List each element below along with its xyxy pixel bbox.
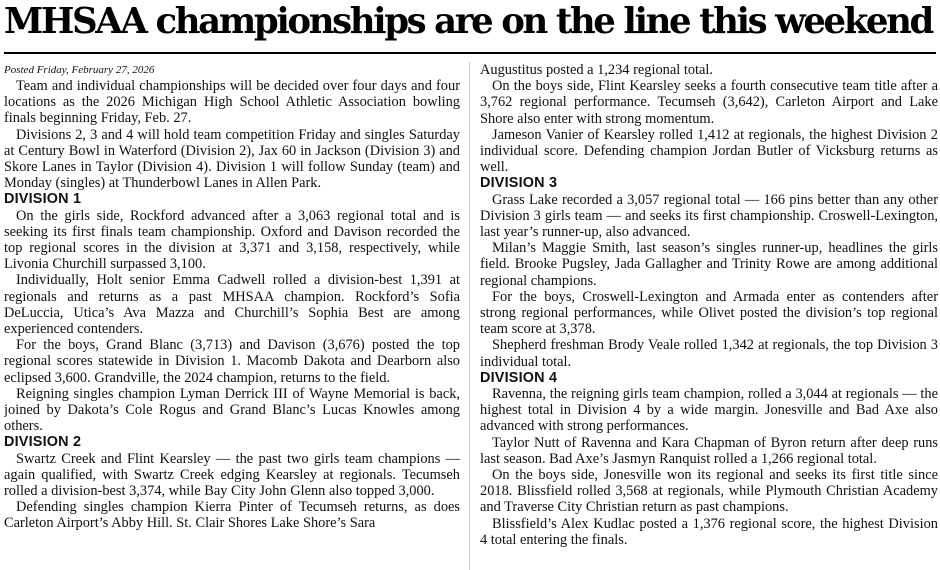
paragraph: Divisions 2, 3 and 4 will hold team competition Friday and singles Saturday at Century Bowl in Waterford (Division 2), Jax 60 in Jackson (Division 3) and Skore Lanes in Taylor (Division 4). Division 1 will follow Sunday (team) and Monday (singles) at Thunderbowl Lanes in Allen Park. [4, 126, 460, 192]
section-heading: DIVISION 1 [4, 191, 82, 208]
paragraph: Ravenna, the reigning girls team champion, rolled a 3,044 at regionals — the highest total in Division 4 by a wide margin. Jonesville and Bad Axe also advanced with strong performances. [480, 386, 938, 435]
continued-paragraph: Augustitus posted a 1,234 regional total. [480, 62, 714, 78]
paragraph: Grass Lake recorded a 3,057 regional total — 166 pins better than any other Division 3 girls team — and seeks its first championship. Croswell-Lexington, last year’s runner-up, also advanced. [480, 191, 938, 241]
paragraph: Jameson Vanier of Kearsley rolled 1,412 at regionals, the highest Division 2 individual score. Defending champion Jordan Butler of Vicksburg returns as well. [480, 126, 938, 176]
paragraph: Blissfield’s Alex Kudlac posted a 1,376 regional score, the highest Division 4 total entering the finals. [480, 515, 938, 548]
section-heading: DIVISION 2 [4, 434, 82, 451]
paragraph: Defending singles champion Kierra Pinter of Tecumseh returns, as does Carleton Airport’s Abby Hill. St. Clair Shores Lake Shore’s Sara [4, 499, 460, 532]
paragraph: Swartz Creek and Flint Kearsley — the past two girls team champions — again qualified, with Swartz Creek edging Kearsley at regionals. Tecumseh rolled a division-best 3,374, while Bay City John Glenn also topped 3,000. [4, 450, 460, 500]
headline: MHSAA championships are on the line this weekend [4, 1, 932, 42]
paragraph: Team and individual championships will be decided over four days and four locations as the 2026 Michigan High School Athletic Association bowling finals beginning Friday, Feb. 27. [4, 78, 460, 127]
paragraph: For the boys, Grand Blanc (3,713) and Davison (3,676) posted the top regional scores statewide in Division 1. Macomb Dakota and Dearborn also eclipsed 3,600. Grandville, the 2024 champion, returns to the field. [4, 337, 460, 386]
paragraph: On the girls side, Rockford advanced after a 3,063 regional total and is seeking its first finals team championship. Oxford and Davison recorded the top regional scores in the division at 3,371 and 3,158, respectively, while Livonia Churchill surpassed 3,100. [4, 207, 460, 273]
article-column-right [480, 62, 938, 570]
dateline: Posted Friday, February 27, 2026 [4, 64, 155, 76]
paragraph: On the boys side, Flint Kearsley seeks a fourth consecutive team title after a 3,762 regional performance. Tecumseh (3,642), Carleton Airport and Lake Shore also enter with strong momentum. [480, 78, 938, 127]
paragraph: For the boys, Croswell-Lexington and Armada enter as contenders after strong regional performances, while Olivet posted the division’s top regional team score at 3,378. [480, 288, 938, 338]
paragraph: Reigning singles champion Lyman Derrick III of Wayne Memorial is back, joined by Dakota’s Cole Rogus and Grand Blanc’s Lucas Knowles among others. [4, 385, 460, 435]
paragraph: On the boys side, Jonesville won its regional and seeks its first title since 2018. Blissfield rolled 3,568 at regionals, while Plymouth Christian Academy and Traverse City Christian return as past champions. [480, 467, 938, 516]
paragraph: Individually, Holt senior Emma Cadwell rolled a division-best 1,391 at regionals and returns as a past MHSAA champion. Rockford’s Sofia DeLuccia, Utica’s Ava Mazza and Churchill’s Sophia Best are among experienced contenders. [4, 272, 460, 338]
paragraph: Milan’s Maggie Smith, last season’s singles runner-up, headlines the girls field. Brooke Pugsley, Jada Gallagher and Trinity Rowe are among additional regional champions. [480, 240, 938, 289]
paragraph: Taylor Nutt of Ravenna and Kara Chapman of Byron return after deep runs last season. Bad Axe’s Jasmyn Ranquist rolled a 1,266 regional total. [480, 434, 938, 467]
section-heading: DIVISION 4 [480, 369, 558, 386]
section-heading: DIVISION 3 [480, 175, 558, 192]
paragraph: Shepherd freshman Brody Veale rolled 1,342 at regionals, the top Division 3 individual total. [480, 337, 938, 370]
article-column-left [4, 62, 460, 570]
column-divider [469, 62, 470, 570]
headline-rule [4, 52, 936, 54]
